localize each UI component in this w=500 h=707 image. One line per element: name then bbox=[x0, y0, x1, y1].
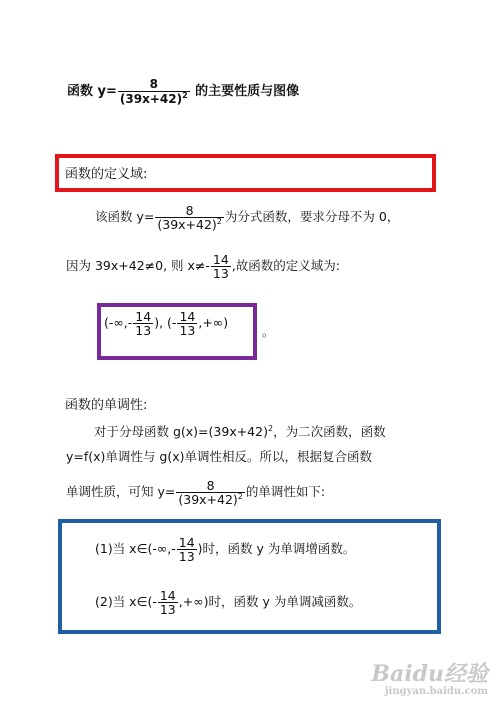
mono-heading: 函数的单调性: bbox=[65, 398, 148, 413]
mono-line-2: y=f(x)单调性与 g(x)单调性相反。所以，根据复合函数 bbox=[66, 449, 372, 464]
title-fraction: $\frac{8}{(39x+42)^2}$ bbox=[119, 77, 188, 106]
domain-heading: 函数的定义域: bbox=[65, 167, 148, 182]
domain-line-1-fraction: $\frac{8}{(39x+42)^2}$ bbox=[157, 203, 222, 233]
mono-item-1-fraction: $\frac{14}{13}$ bbox=[178, 535, 195, 565]
domain-line-1: 该函数 y= $\frac{8}{(39x+42)^2}$ 为分式函数，要求分母不为 0， bbox=[95, 203, 400, 233]
domain-result: (-∞,- $\frac{14}{13}$ ), (- $\frac{14}{13}$ ,+∞) bbox=[104, 309, 229, 339]
domain-result-end: 。 bbox=[262, 324, 275, 339]
domain-line-2-fraction: $\frac{14}{13}$ bbox=[212, 252, 229, 282]
mono-item-1: (1)当 x∈(-∞,- $\frac{14}{13}$ )时，函数 y 为单调增函数。 bbox=[95, 535, 356, 565]
mono-line-3: 单调性质，可知 y= $\frac{8}{(39x+42)^2}$ 的单调性如下: bbox=[66, 478, 326, 508]
mono-line-3-fraction: $\frac{8}{(39x+42)^2}$ bbox=[178, 478, 243, 508]
domain-result-fraction-2: $\frac{14}{13}$ bbox=[179, 309, 196, 339]
mono-item-2: (2)当 x∈(- $\frac{14}{13}$ ,+∞)时，函数 y 为单调减函数。 bbox=[95, 588, 362, 618]
domain-line-2: 因为 39x+42≠0, 则 x≠- $\frac{14}{13}$ ,故函数的定义域为: bbox=[66, 252, 340, 282]
domain-result-fraction-1: $\frac{14}{13}$ bbox=[135, 309, 152, 339]
baidu-jingyan-watermark: Baidu经验 jingyan.baidu.com bbox=[371, 661, 488, 697]
mono-item-2-fraction: $\frac{14}{13}$ bbox=[159, 588, 176, 618]
page-title: 函数 y= $\frac{8}{(39x+42)^2}$ 的主要性质与图像 bbox=[67, 77, 300, 106]
mono-line-1: 对于分母函数 $g(x)=(39x+42)^2$，为二次函数，函数 bbox=[94, 423, 386, 439]
